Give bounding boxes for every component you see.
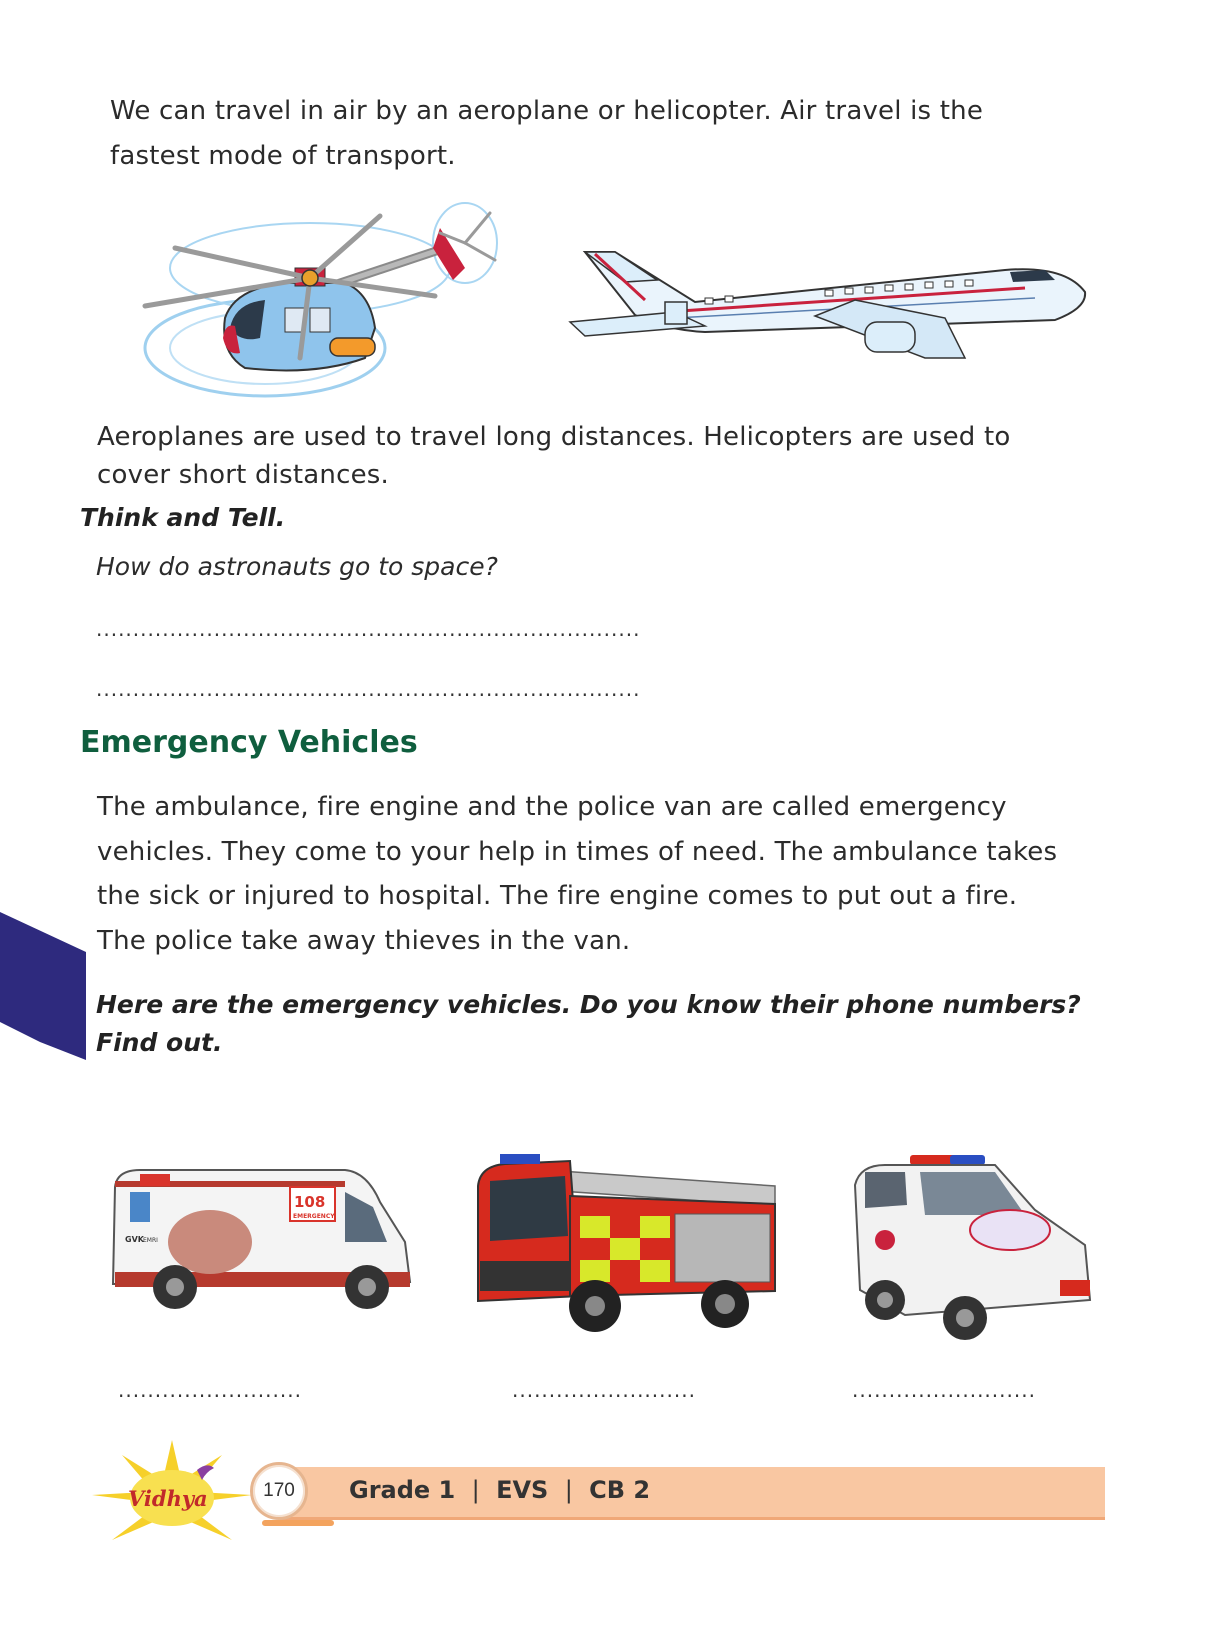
footer-subject: EVS — [496, 1476, 549, 1504]
footer-separator-1: | — [471, 1476, 480, 1504]
intro-line-1: We can travel in air by an aeroplane or helicopter. Air travel is the — [110, 96, 984, 126]
intro-paragraph — [110, 89, 983, 179]
think-question: How do astronauts go to space? — [96, 552, 498, 581]
task-line-2: Find out. — [96, 1028, 223, 1057]
aeroplane-illustration — [565, 240, 1095, 365]
fire-engine-image — [470, 1146, 790, 1336]
footer-separator-2: | — [564, 1476, 573, 1504]
emergency-line-3: the sick or injured to hospital. The fire engine comes to put out a fire. — [97, 881, 1018, 911]
police-van-image — [845, 1150, 1095, 1345]
footer-grade: Grade 1 — [349, 1476, 456, 1504]
vidhya-logo — [92, 1440, 252, 1545]
side-tab — [0, 912, 90, 1060]
air-use-paragraph — [97, 418, 1010, 494]
fire-engine-answer-line[interactable]: ......................... — [512, 1378, 696, 1402]
answer-line-2[interactable]: .......................................................................... — [96, 677, 641, 701]
footer-book: CB 2 — [589, 1476, 651, 1504]
emergency-line-4: The police take away thieves in the van. — [97, 925, 631, 956]
air-use-line-2: cover short distances. — [97, 460, 389, 490]
page-number: 170 — [263, 1480, 295, 1501]
intro-line-2: fastest mode of transport. — [110, 141, 456, 171]
answer-line-1[interactable]: .......................................................................... — [96, 617, 641, 641]
ambulance-number: 108 — [294, 1193, 326, 1211]
emergency-line-2: vehicles. They come to your help in times of need. The ambulance takes — [97, 836, 1058, 867]
think-title: Think and Tell. — [80, 503, 286, 532]
section-heading: Emergency Vehicles — [80, 725, 418, 760]
emergency-line-1: The ambulance, fire engine and the police van are called emergency — [97, 792, 1007, 822]
task-line-1: Here are the emergency vehicles. Do you know their phone numbers? — [96, 990, 1081, 1019]
air-use-line-1: Aeroplanes are used to travel long distances. Helicopters are used to — [97, 422, 1011, 452]
page-number-badge — [250, 1462, 308, 1520]
footer-text — [349, 1476, 650, 1504]
helicopter-illustration — [135, 198, 515, 408]
footer-swoosh — [262, 1520, 334, 1526]
ambulance-emri-label: EMRI — [143, 1237, 158, 1244]
task-text — [96, 986, 1081, 1062]
ambulance-image — [105, 1162, 415, 1317]
ambulance-gvk-label: GVK — [125, 1235, 144, 1244]
emergency-paragraph — [97, 785, 1057, 963]
police-van-answer-line[interactable]: ......................... — [852, 1378, 1036, 1402]
ambulance-emergency-label: EMERGENCY — [293, 1213, 335, 1220]
logo-text: Vidhya — [128, 1486, 208, 1511]
ambulance-answer-line[interactable]: ......................... — [118, 1378, 302, 1402]
